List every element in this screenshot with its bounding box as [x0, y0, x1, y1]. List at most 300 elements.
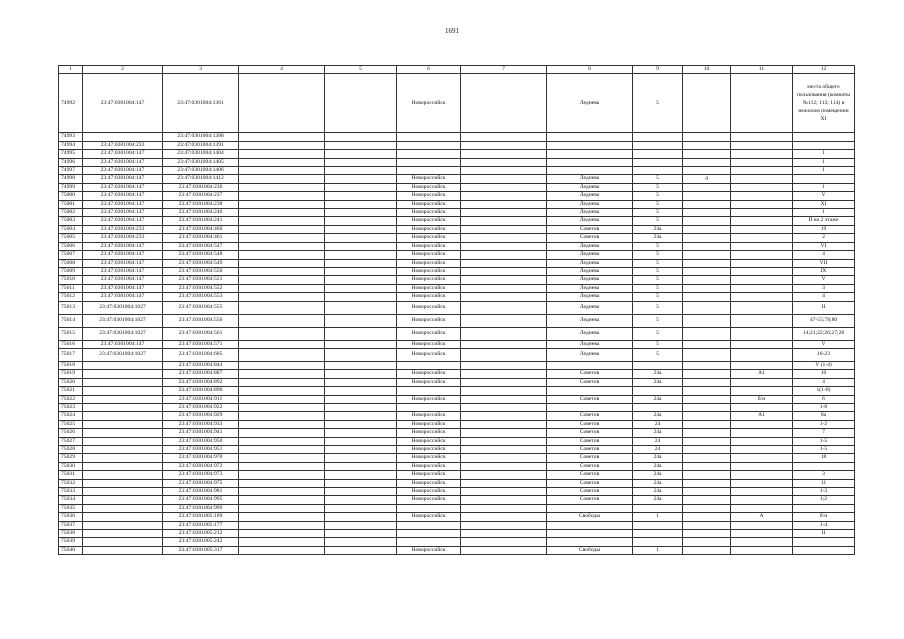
table-cell	[461, 301, 547, 314]
table-row	[59, 217, 855, 225]
table-cell: 23:47:0301004:975	[163, 479, 239, 487]
table-cell	[461, 420, 547, 428]
table-cell: 23:47:0301004:147	[83, 74, 163, 133]
table-cell: 23:47:0301004:233	[83, 225, 163, 233]
table-cell	[683, 242, 731, 250]
table-cell: 23:47:0301004:147	[83, 192, 163, 200]
table-cell	[325, 348, 397, 361]
table-cell	[461, 167, 547, 175]
table-cell	[683, 141, 731, 149]
table-row	[59, 192, 855, 200]
table-cell	[683, 259, 731, 267]
table-row	[59, 167, 855, 175]
table-row	[59, 175, 855, 183]
table-row	[59, 158, 855, 166]
table-cell	[461, 488, 547, 496]
table-cell	[731, 340, 793, 348]
table-cell	[461, 513, 547, 521]
table-cell	[397, 133, 461, 141]
table-cell	[239, 462, 325, 470]
table-cell: II на 2 этаже	[793, 217, 855, 225]
table-cell: 24а	[633, 225, 683, 233]
table-cell	[731, 462, 793, 470]
table-cell: 23:47:0301004:147	[83, 150, 163, 158]
table-cell: Новороссийск	[397, 370, 461, 378]
table-cell: 24а	[633, 462, 683, 470]
table-cell	[731, 183, 793, 191]
table-cell: 23:47:0301004:981	[163, 488, 239, 496]
table-cell	[397, 141, 461, 149]
table-cell: 23:47:0301004:238	[163, 200, 239, 208]
table-cell	[325, 150, 397, 158]
table-cell: 2	[793, 234, 855, 242]
table-cell	[239, 513, 325, 521]
table-cell: 75013	[59, 301, 83, 314]
table-cell: 23:47:0301004:556	[163, 314, 239, 327]
table-cell: 75035	[59, 504, 83, 512]
table-cell	[239, 259, 325, 267]
table-cell	[683, 340, 731, 348]
table-cell: 23:47:0301004:972	[163, 462, 239, 470]
table-cell: Новороссийск	[397, 479, 461, 487]
table-cell: 4	[793, 251, 855, 259]
table-cell	[731, 314, 793, 327]
table-cell	[461, 429, 547, 437]
column-number-cell: 1	[59, 66, 83, 74]
table-cell	[325, 200, 397, 208]
table-cell	[461, 370, 547, 378]
table-cell	[461, 217, 547, 225]
table-cell	[633, 538, 683, 546]
table-cell: 23:47:0301005:177	[163, 521, 239, 529]
table-cell: 23:47:0301004:147	[83, 209, 163, 217]
table-cell	[397, 158, 461, 166]
table-cell	[239, 158, 325, 166]
table-cell: А	[731, 513, 793, 521]
table-cell: 75017	[59, 348, 83, 361]
table-cell: V	[793, 340, 855, 348]
table-row	[59, 496, 855, 504]
table-cell: 75020	[59, 378, 83, 386]
table-cell: Леднева	[547, 251, 633, 259]
table-cell	[731, 437, 793, 445]
table-cell	[325, 175, 397, 183]
table-cell	[83, 370, 163, 378]
table-cell	[683, 521, 731, 529]
table-cell	[325, 133, 397, 141]
table-row	[59, 378, 855, 386]
table-cell	[325, 314, 397, 327]
table-cell: 5	[633, 293, 683, 301]
table-cell: 75008	[59, 259, 83, 267]
table-cell	[683, 496, 731, 504]
column-number-cell: 2	[83, 66, 163, 74]
table-cell: Новороссийск	[397, 412, 461, 420]
table-cell	[461, 446, 547, 454]
table-cell: 75033	[59, 488, 83, 496]
table-row	[59, 74, 855, 133]
table-cell	[731, 200, 793, 208]
table-cell	[461, 471, 547, 479]
table-cell	[325, 340, 397, 348]
table-cell	[731, 521, 793, 529]
table-cell: 11	[793, 479, 855, 487]
table-cell: 74993	[59, 133, 83, 141]
table-cell: Новороссийск	[397, 200, 461, 208]
table-row	[59, 361, 855, 369]
table-cell	[461, 267, 547, 275]
table-cell: 14;21;22;26;27;28	[793, 327, 855, 340]
table-cell	[683, 167, 731, 175]
table-cell: 23:47:0301004:147	[83, 175, 163, 183]
table-cell	[83, 446, 163, 454]
table-cell	[731, 217, 793, 225]
table-cell: 75022	[59, 395, 83, 403]
table-cell	[683, 225, 731, 233]
table-cell	[547, 538, 633, 546]
table-row	[59, 314, 855, 327]
table-cell: 23:47:0301004:147	[83, 340, 163, 348]
table-cell: 24а	[633, 412, 683, 420]
table-cell	[731, 175, 793, 183]
table-cell: 75030	[59, 462, 83, 470]
table-cell	[683, 209, 731, 217]
table-cell: 24а	[633, 395, 683, 403]
table-cell: Новороссийск	[397, 429, 461, 437]
table-cell: Новороссийск	[397, 259, 461, 267]
table-cell	[683, 267, 731, 275]
table-row	[59, 479, 855, 487]
table-row	[59, 284, 855, 292]
table-cell	[731, 167, 793, 175]
table-cell: 24а	[633, 370, 683, 378]
table-cell	[325, 284, 397, 292]
table-cell	[683, 437, 731, 445]
table-cell	[239, 284, 325, 292]
table-cell	[793, 538, 855, 546]
table-cell	[461, 284, 547, 292]
table-cell: 24а	[633, 429, 683, 437]
table-cell: 1-3	[793, 488, 855, 496]
table-cell	[325, 327, 397, 340]
table-cell	[633, 530, 683, 538]
table-cell	[731, 192, 793, 200]
table-cell: 23:47:0301004:548	[163, 251, 239, 259]
table-cell: 75007	[59, 251, 83, 259]
table-cell	[461, 74, 547, 133]
table-row	[59, 133, 855, 141]
table-cell	[731, 488, 793, 496]
table-cell: 6	[793, 395, 855, 403]
table-cell: Леднева	[547, 293, 633, 301]
table-cell	[397, 521, 461, 529]
table-cell: 7	[793, 429, 855, 437]
table-cell	[325, 217, 397, 225]
table-cell	[325, 454, 397, 462]
table-cell: Свободы	[547, 513, 633, 521]
table-cell: 5	[633, 348, 683, 361]
table-cell: 23:47:0301004:549	[163, 259, 239, 267]
table-cell	[325, 437, 397, 445]
table-cell: Новороссийск	[397, 183, 461, 191]
table-cell	[461, 327, 547, 340]
table-cell	[239, 74, 325, 133]
table-cell	[683, 314, 731, 327]
table-cell	[731, 293, 793, 301]
table-cell: Новороссийск	[397, 395, 461, 403]
table-cell	[633, 133, 683, 141]
table-cell: 75027	[59, 437, 83, 445]
table-row	[59, 471, 855, 479]
table-cell	[325, 488, 397, 496]
table-cell	[461, 242, 547, 250]
table-row	[59, 200, 855, 208]
column-number-row	[59, 66, 855, 74]
table-cell: 24а	[633, 496, 683, 504]
table-cell	[239, 150, 325, 158]
table-cell: 23:47:0301004:551	[163, 276, 239, 284]
table-cell	[731, 403, 793, 411]
table-cell	[83, 546, 163, 554]
table-cell: 1	[793, 209, 855, 217]
table-row	[59, 276, 855, 284]
table-cell: 1-5	[793, 446, 855, 454]
table-cell	[731, 141, 793, 149]
table-cell: Советов	[547, 395, 633, 403]
table-cell: 16-23	[793, 348, 855, 361]
table-cell	[683, 276, 731, 284]
table-cell: Леднева	[547, 217, 633, 225]
table-cell: 1-2	[793, 420, 855, 428]
table-cell	[397, 403, 461, 411]
table-cell	[239, 488, 325, 496]
table-cell	[461, 276, 547, 284]
table-cell	[683, 530, 731, 538]
table-cell: 24а	[633, 479, 683, 487]
table-cell	[683, 513, 731, 521]
table-cell: д	[683, 175, 731, 183]
table-cell: 23:47:0301004:922	[163, 403, 239, 411]
table-cell	[731, 150, 793, 158]
table-cell	[325, 267, 397, 275]
table-row	[59, 403, 855, 411]
table-cell	[461, 496, 547, 504]
table-cell: 75016	[59, 340, 83, 348]
table-cell	[633, 158, 683, 166]
table-cell	[325, 183, 397, 191]
table-cell	[683, 462, 731, 470]
table-cell: 74992	[59, 74, 83, 133]
table-row	[59, 437, 855, 445]
table-cell	[325, 479, 397, 487]
table-cell	[325, 234, 397, 242]
table-cell: 75015	[59, 327, 83, 340]
table-cell: 24	[633, 420, 683, 428]
table-cell: 75028	[59, 446, 83, 454]
table-cell	[683, 192, 731, 200]
column-number-cell: 9	[633, 66, 683, 74]
table-cell	[731, 276, 793, 284]
table-cell: 75031	[59, 471, 83, 479]
table-cell: 23:47:0301004:1027	[83, 348, 163, 361]
table-cell: 23:47:0301004:237	[163, 192, 239, 200]
table-cell: 75032	[59, 479, 83, 487]
table-cell: 23:47:0301004:999	[163, 504, 239, 512]
table-cell: Советов	[547, 488, 633, 496]
table-cell	[239, 412, 325, 420]
table-body	[59, 74, 855, 555]
table-cell	[633, 361, 683, 369]
table-cell	[325, 504, 397, 512]
table-cell	[239, 479, 325, 487]
table-cell	[683, 348, 731, 361]
table-cell: 23:47:0301004:552	[163, 284, 239, 292]
table-cell: 23:47:0301004:550	[163, 267, 239, 275]
table-cell: 1-5	[793, 437, 855, 445]
table-cell: 10	[793, 370, 855, 378]
table-cell	[547, 504, 633, 512]
table-cell: Советов	[547, 412, 633, 420]
table-cell: 75034	[59, 496, 83, 504]
table-cell	[731, 429, 793, 437]
table-cell	[683, 361, 731, 369]
table-cell	[461, 395, 547, 403]
table-cell	[793, 175, 855, 183]
table-cell	[731, 479, 793, 487]
table-cell: 1	[633, 513, 683, 521]
table-cell	[325, 462, 397, 470]
table-row	[59, 327, 855, 340]
table-cell	[239, 429, 325, 437]
table-row	[59, 462, 855, 470]
table-cell	[731, 209, 793, 217]
table-cell: Советов	[547, 420, 633, 428]
table-cell: 74998	[59, 175, 83, 183]
table-cell	[239, 437, 325, 445]
table-cell	[683, 74, 731, 133]
table-row	[59, 141, 855, 149]
table-cell	[325, 192, 397, 200]
table-cell: 23:47:0301004:147	[83, 217, 163, 225]
table-cell: 75010	[59, 276, 83, 284]
table-row	[59, 259, 855, 267]
table-cell	[239, 314, 325, 327]
table-cell	[239, 200, 325, 208]
table-cell: 23:47:0301004:1406	[163, 167, 239, 175]
table-cell	[83, 454, 163, 462]
table-cell	[461, 133, 547, 141]
table-cell: 5	[633, 183, 683, 191]
table-cell	[731, 234, 793, 242]
table-cell: 23:47:0301004:1391	[163, 141, 239, 149]
table-cell: 75014	[59, 314, 83, 327]
table-cell: 75011	[59, 284, 83, 292]
table-cell: 23:47:0301004:147	[83, 251, 163, 259]
table-cell: 5	[633, 242, 683, 250]
table-cell: Новороссийск	[397, 327, 461, 340]
table-cell: 8а	[793, 412, 855, 420]
table-cell: 23:47:0301004:147	[83, 276, 163, 284]
table-cell	[683, 133, 731, 141]
table-cell	[461, 200, 547, 208]
table-cell	[325, 167, 397, 175]
table-cell: 23:47:0301004:561	[163, 327, 239, 340]
table-cell	[397, 387, 461, 395]
table-cell: 24а	[633, 488, 683, 496]
table-cell: 24а	[633, 454, 683, 462]
table-cell: 23:47:0301004:973	[163, 471, 239, 479]
table-cell: 23:47:0301004:844	[163, 361, 239, 369]
table-cell	[397, 167, 461, 175]
table-cell: Леднева	[547, 175, 633, 183]
table-cell	[239, 471, 325, 479]
table-row	[59, 251, 855, 259]
table-cell: IX	[793, 267, 855, 275]
table-cell	[461, 454, 547, 462]
table-cell	[461, 158, 547, 166]
table-cell	[547, 167, 633, 175]
table-row	[59, 521, 855, 529]
table-cell: 23:47:0301004:233	[83, 234, 163, 242]
table-cell	[633, 403, 683, 411]
table-row	[59, 429, 855, 437]
table-cell: Новороссийск	[397, 209, 461, 217]
table-cell	[731, 530, 793, 538]
table-cell: V	[793, 276, 855, 284]
table-cell	[83, 496, 163, 504]
table-cell	[325, 395, 397, 403]
table-cell: 23:47:0301004:240	[163, 209, 239, 217]
table-cell: 23:47:0301004:147	[83, 267, 163, 275]
table-cell: 23:47:0301004:236	[163, 183, 239, 191]
table-row	[59, 395, 855, 403]
table-cell: 23:47:0301004:911	[163, 395, 239, 403]
table-cell	[461, 378, 547, 386]
table-cell: Новороссийск	[397, 462, 461, 470]
table-cell: Новороссийск	[397, 301, 461, 314]
table-cell	[461, 462, 547, 470]
table-row	[59, 348, 855, 361]
table-cell: 23:47:0301005:242	[163, 538, 239, 546]
table-cell	[83, 513, 163, 521]
table-cell: Леднева	[547, 200, 633, 208]
table-cell	[325, 158, 397, 166]
table-cell	[325, 387, 397, 395]
table-cell: 75037	[59, 521, 83, 529]
column-number-cell: 8	[547, 66, 633, 74]
table-cell	[461, 314, 547, 327]
table-row	[59, 209, 855, 217]
table-cell	[683, 479, 731, 487]
table-cell	[633, 167, 683, 175]
table-cell	[683, 234, 731, 242]
table-cell	[683, 284, 731, 292]
table-cell	[461, 175, 547, 183]
table-cell: 5	[633, 327, 683, 340]
table-cell	[683, 471, 731, 479]
table-cell: Советов	[547, 496, 633, 504]
table-cell	[239, 276, 325, 284]
table-cell	[239, 209, 325, 217]
table-cell: Советов	[547, 225, 633, 233]
table-cell: 5	[633, 267, 683, 275]
table-cell	[239, 521, 325, 529]
table-cell	[83, 412, 163, 420]
table-cell: 75021	[59, 387, 83, 395]
table-cell	[461, 225, 547, 233]
table-cell	[239, 267, 325, 275]
table-cell	[461, 479, 547, 487]
